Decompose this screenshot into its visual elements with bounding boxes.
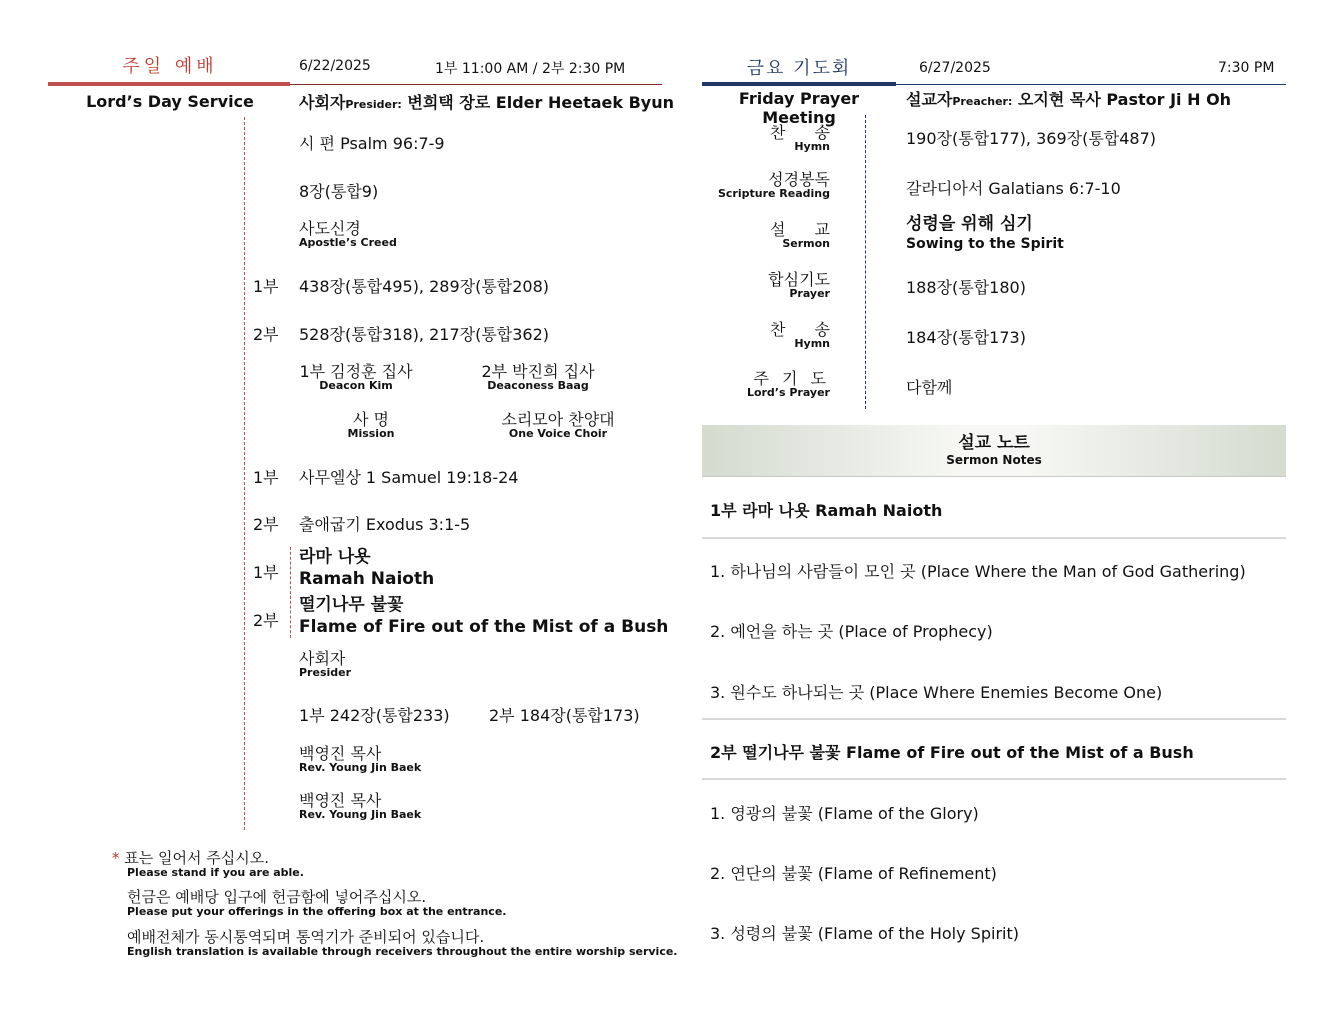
prayer-part2: 2부 박진희 집사 Deaconess Baag bbox=[481, 362, 595, 392]
friday-date: 6/27/2025 bbox=[919, 60, 991, 76]
sunday-time: 1부 11:00 AM / 2부 2:30 PM bbox=[435, 61, 626, 77]
order-divider bbox=[244, 117, 245, 830]
hymn-part2-label: 2부 bbox=[253, 325, 279, 344]
offering-prayer-value: 백영진 목사 Rev. Young Jin Baek bbox=[299, 744, 422, 774]
friday-lords-prayer-value: 다함께 bbox=[906, 378, 953, 397]
sermon-notes-title-en: Sermon Notes bbox=[946, 453, 1042, 467]
sermon-notes-point: 2. 연단의 불꽃 (Flame of Refinement) bbox=[710, 864, 997, 883]
announcement-value: 사회자 Presider bbox=[299, 649, 352, 679]
scripture-part1-value: 사무엘상 1 Samuel 19:18-24 bbox=[299, 468, 519, 487]
sunday-subtitle: Lord’s Day Service bbox=[86, 92, 254, 111]
confession-value: 사도신경 Apostle’s Creed bbox=[299, 219, 397, 249]
hymn-of-response-part1: 1부 242장(통합233) bbox=[299, 706, 450, 725]
friday-prayer-value: 188장(통합180) bbox=[906, 278, 1026, 297]
friday-scripture-value: 갈라디아서 Galatians 6:7-10 bbox=[906, 179, 1121, 198]
note-offering: 헌금은 예배당 입구에 헌금함에 넣어주십시오. Please put your offerings in the offering box at the entrance. bbox=[127, 888, 507, 918]
friday-hymn2-value: 184장(통합173) bbox=[906, 328, 1026, 347]
presider-label: 사회자 bbox=[299, 93, 346, 112]
note-stand: * 표는 일어서 주십시오. Please stand if you are able. bbox=[112, 849, 304, 879]
hymn-part1-value: 438장(통합495), 289장(통합208) bbox=[299, 277, 550, 296]
sermon-notes-part1-heading: 1부 라마 나욧 Ramah Naioth bbox=[710, 501, 943, 520]
friday-title-bar bbox=[702, 82, 896, 86]
friday-hymn2-label: 찬 송 Hymn bbox=[770, 320, 842, 350]
sermon-notes-rule bbox=[702, 718, 1286, 720]
friday-sermon-label: 설 교 Sermon bbox=[770, 220, 842, 250]
sunday-title-bar bbox=[48, 82, 290, 86]
sermon-notes-banner bbox=[702, 425, 1286, 477]
sermon-part1-title: 라마 나욧 Ramah Naioth bbox=[299, 547, 435, 589]
scripture-part1-label: 1부 bbox=[253, 468, 279, 487]
friday-sermon-title: 성령을 위해 심기 Sowing to the Spirit bbox=[906, 214, 1064, 252]
sermon-part1-label: 1부 bbox=[253, 563, 279, 582]
sermon-notes-rule bbox=[702, 778, 1286, 780]
anthem-choir: 소리모아 찬양대 One Voice Choir bbox=[501, 410, 615, 440]
friday-hymn1-label: 찬 송 Hymn bbox=[770, 123, 842, 153]
friday-title: 금요 기도회 bbox=[746, 58, 852, 79]
scripture-part2-label: 2부 bbox=[253, 515, 279, 534]
friday-preacher-name: 오지현 목사 Pastor Ji H Oh bbox=[1017, 90, 1232, 109]
sermon-part2-label: 2부 bbox=[253, 611, 279, 630]
sermon-notes-point: 2. 예언을 하는 곳 (Place of Prophecy) bbox=[710, 622, 993, 641]
hymn-part1-label: 1부 bbox=[253, 277, 279, 296]
sermon-notes-point: 1. 하나님의 사람들이 모인 곳 (Place Where the Man of God Gathering) bbox=[710, 562, 1246, 581]
friday-order-divider bbox=[865, 115, 866, 409]
sermon-notes-point: 3. 원수도 하나되는 곳 (Place Where Enemies Become One) bbox=[710, 683, 1163, 702]
sunday-title: 주일 예배 bbox=[122, 56, 218, 77]
friday-prayer-label: 합심기도 Prayer bbox=[768, 270, 830, 300]
sermon-part2-title: 떨기나무 불꽃 Flame of Fire out of the Mist of a Bush bbox=[299, 595, 669, 637]
sermon-notes-rule bbox=[702, 537, 1286, 539]
sunday-header-rule bbox=[290, 84, 662, 85]
hymn-part2-value: 528장(통합318), 217장(통합362) bbox=[299, 325, 550, 344]
friday-lords-prayer-label: 주 기 도 Lord’s Prayer bbox=[746, 369, 830, 399]
friday-preacher: 설교자Preacher: 오지현 목사 Pastor Ji H Oh bbox=[906, 90, 1232, 109]
sermon-notes-title: 설교 노트 bbox=[958, 433, 1030, 453]
hymn-of-adoration-value: 8장(통합9) bbox=[299, 182, 379, 201]
call-to-worship-value: 시 편 Psalm 96:7-9 bbox=[299, 134, 445, 153]
sermon-notes-part2-heading: 2부 떨기나무 불꽃 Flame of Fire out of the Mist of a Bush bbox=[710, 743, 1194, 762]
friday-header-rule bbox=[896, 84, 1286, 85]
friday-hymn1-value: 190장(통합177), 369장(통합487) bbox=[906, 129, 1157, 148]
anthem-title: 사 명 Mission bbox=[347, 410, 395, 440]
sermon-notes-point: 3. 성령의 불꽃 (Flame of the Holy Spirit) bbox=[710, 924, 1019, 943]
scripture-part2-value: 출애굽기 Exodus 3:1-5 bbox=[299, 515, 471, 534]
note-translation: 예배전체가 동시통역되며 통역기가 준비되어 있습니다. English translation is available through receivers throughout the entire worship service. bbox=[127, 928, 678, 958]
friday-subtitle: Friday Prayer Meeting bbox=[738, 89, 860, 127]
friday-time: 7:30 PM bbox=[1218, 60, 1275, 76]
sermon-notes-point: 1. 영광의 불꽃 (Flame of the Glory) bbox=[710, 804, 979, 823]
friday-scripture-label: 성경봉독 Scripture Reading bbox=[717, 170, 830, 200]
presider-label-en: Presider: bbox=[345, 98, 402, 111]
benediction-value: 백영진 목사 Rev. Young Jin Baek bbox=[299, 791, 422, 821]
presider-name: 변희택 장로 Elder Heetaek Byun bbox=[407, 93, 674, 112]
hymn-of-response-part2: 2부 184장(통합173) bbox=[489, 706, 640, 725]
sunday-date: 6/22/2025 bbox=[299, 58, 371, 74]
prayer-part1: 1부 김정훈 집사 Deacon Kim bbox=[299, 362, 413, 392]
sermon-divider bbox=[290, 547, 291, 638]
sunday-presider bbox=[299, 90, 674, 113]
